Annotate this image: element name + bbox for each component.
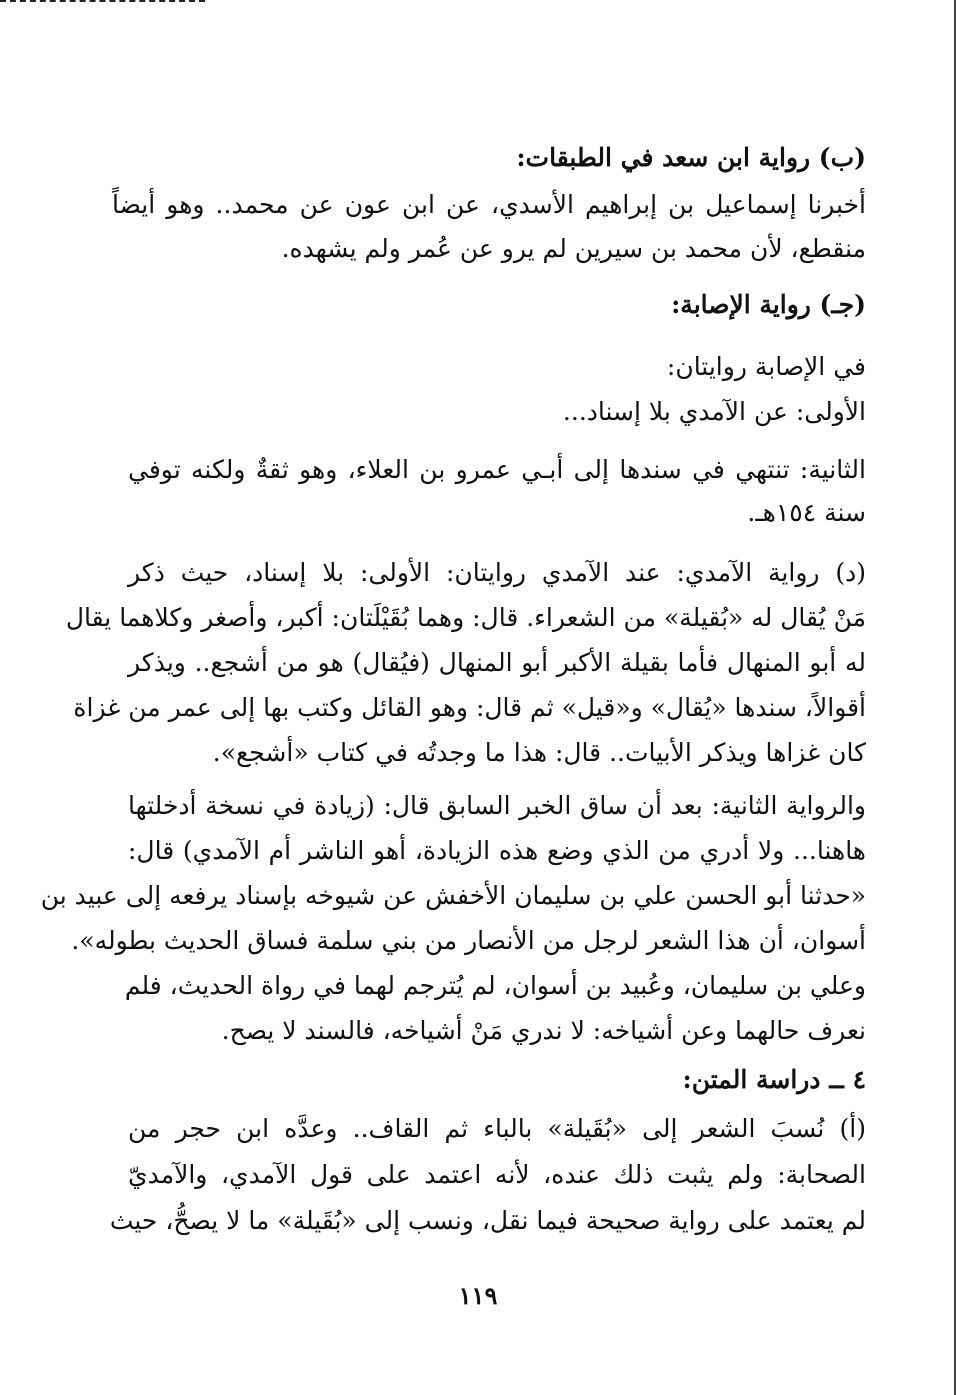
- text-line: أخبرنا إسماعيل بن إبراهيم الأسدي، عن ابن عون عن محمد.. وهو أيضاً: [112, 190, 866, 219]
- text-line: وعلي بن سليمان، وعُبيد بن أسوان، لم يُترجم لهما في رواة الحديث، فلم: [124, 971, 866, 1000]
- text-line: أقوالاً، سندها «يُقال» و«قيل» ثم قال: وهو القائل وكتب بها إلى عمر من غزاة: [73, 693, 866, 722]
- text-line: (أ) نُسبَ الشعر إلى «بُقَيلة» بالباء ثم القاف.. وعدَّه ابن حجر من: [128, 1114, 866, 1143]
- text-line: الصحابة: ولم يثبت ذلك عنده، لأنه اعتمد على قول الآمدي، والآمديّ: [128, 1160, 866, 1189]
- text-line: أسوان، أن هذا الشعر لرجل من الأنصار من بني سلمة فساق الحديث بطوله».: [71, 926, 866, 955]
- text-line: منقطع، لأن محمد بن سيرين لم يرو عن عُمر ولم يشهده.: [281, 234, 866, 263]
- heading-matn-study: ٤ ــ دراسة المتن:: [682, 1065, 866, 1094]
- heading-d-line: (د) رواية الآمدي: عند الآمدي روايتان: الأولى: بلا إسناد، حيث ذكر: [128, 558, 866, 587]
- text-line: له أبو المنهال فأما بقيلة الأكبر أبو المنهال (فيُقال) هو من أشجع.. ويذكر: [128, 648, 866, 677]
- text-line: كان غزاها ويذكر الأبيات.. قال: هذا ما وجدتُه في كتاب «أشجع».: [212, 738, 866, 767]
- text-line: في الإصابة روايتان:: [666, 352, 866, 381]
- top-dashed-rule: [0, 0, 205, 2]
- text-line: هاهنا... ولا أدري من الذي وضع هذه الزيادة، أهو الناشر أم الآمدي) قال:: [128, 836, 866, 865]
- page-number: ١١٩: [458, 1281, 498, 1310]
- heading-b: (ب) رواية ابن سعد في الطبقات:: [516, 143, 866, 172]
- text-line-first-narration: الأولى: عن الآمدي بلا إسناد...: [562, 397, 866, 426]
- text-line: سنة ١٥٤هـ.: [747, 498, 866, 527]
- text-line: مَنْ يُقال له «بُقيلة» من الشعراء. قال: وهما بُقَيْلَتان: أكبر، وأصغر وكلاهما يقال: [65, 603, 866, 632]
- text-line-second-narration: الثانية: تنتهي في سندها إلى أبـي عمرو بن العلاء، وهو ثقةٌ ولكنه توفي: [128, 455, 866, 484]
- text-line: والرواية الثانية: بعد أن ساق الخبر السابق قال: (زيادة في نسخة أدخلتها: [128, 791, 866, 820]
- heading-j: (جـ) رواية الإصابة:: [671, 290, 866, 319]
- text-line: نعرف حالهما وعن أشياخه: لا ندري مَنْ أشياخه، فالسند لا يصح.: [221, 1016, 866, 1045]
- text-line: «حدثنا أبو الحسن علي بن سليمان الأخفش عن شيوخه بإسناد يرفعه إلى عبيد بن: [40, 881, 866, 910]
- text-line: لم يعتمد على رواية صحيحة فيما نقل، ونسب إلى «بُقَيلة» ما لا يصحُّ، حيث: [109, 1206, 866, 1235]
